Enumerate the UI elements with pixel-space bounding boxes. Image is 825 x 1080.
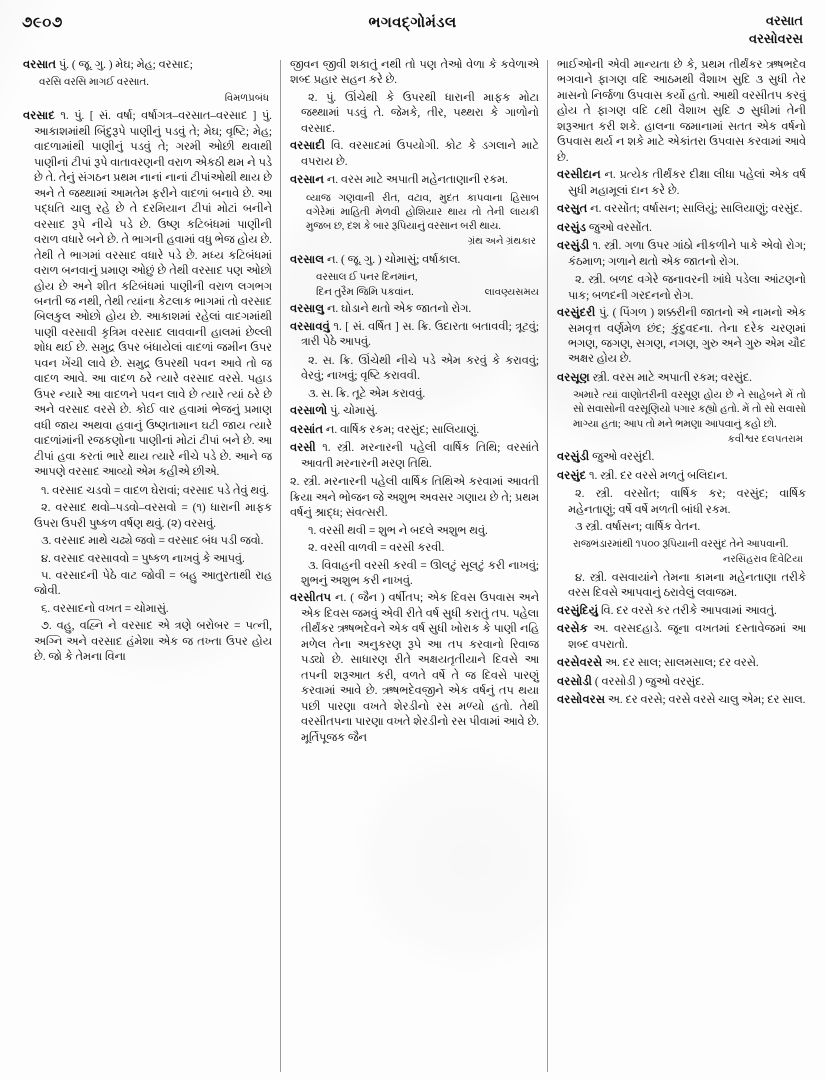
- guide-word-last: વરસોવરસ: [749, 30, 803, 46]
- definition: પું. ચોમાસું.: [327, 405, 378, 418]
- headword: વરસુત: [557, 203, 588, 216]
- entry-varsaal: [290, 253, 539, 268]
- folio-number: ૭૯૦૭: [22, 15, 63, 31]
- sense-2: ૨. પું. ઊંચેથી કે ઉપરથી ધારાની માફક મોટા જથ્થામાં પડવું તે. જેમકે, તીર, પથ્થરા કે ગાળોનો વરસાદ.: [301, 91, 539, 135]
- headword: વરસાત: [23, 59, 57, 71]
- definition: અ. વરસદહાડે. જૂના વખતમાં દસ્તાવેજમાં આ શબ્દ વપરાતો.: [568, 623, 806, 651]
- quotation-line-1: વરસાલ ઈ પનર દિનમાંન,: [316, 272, 418, 284]
- headword: વરસાદી: [290, 140, 326, 153]
- entry-varsaadi: [290, 139, 539, 170]
- headword: વરસાળો: [290, 405, 328, 418]
- definition: વિ. દર વરસે કર તરીકે આપવામાં આવતું.: [598, 604, 777, 617]
- quotation-source: કવીશ્વર દલપતરામ: [727, 433, 803, 445]
- entry-varsodi: [557, 675, 806, 690]
- quotation-source: ગ્રંથ અને ગ્રંથકાર: [467, 236, 536, 248]
- entry-varsundiyu: [557, 604, 806, 619]
- entry-varsitap: [290, 591, 539, 746]
- headword: વરસુંડી: [557, 240, 590, 253]
- entry-varsut: [557, 202, 806, 217]
- sense-7: ૭. વહુ, વહ્નિ ને વરસાદ એ ત્રણે બરોબર = પત્ની, અગ્નિ અને વરસાદ હંમેશા એક જ તખ્તા ઉપર હોય છે. જો કે તેમના વિના: [34, 620, 272, 664]
- quotation: રાજભંડારમાંથી ૧૫૦૦ રૂપિયાની વરસુંદ તેને આપવાની.: [573, 538, 789, 550]
- quotation-text: દિન તુરૈમ જિમિ પકવાંન.: [316, 287, 414, 299]
- headword: વરસીતપ: [290, 592, 332, 605]
- idiom-3: ૩. વિવાહની વરસી કરવી = ઊલટું સૂલટું કરી નાખવું; શુભનું અશુભ કરી નાખવું.: [301, 559, 539, 588]
- continued-text: ભાઈઓની એવી માન્યતા છે કે, પ્રથમ તીર્થંકર ઋષભદેવ ભગવાને ફાગણ વદિ આઠમથી વૈશાખ સુદિ ૩ સુધી તેર માસનો નિર્જળા ઉપવાસ કર્યો હતો. આથી વરસીતપ કરવું હોય તે ફાગણ વદિ ૮થી વૈશાખ સુદિ ૭ સુધીમાં તેની શરૂઆત કરી શકે. હાલના જમાનામાં સતત એક વર્ષનો ઉપવાસ થર્ય ન શકે માટે એકાંતરા ઉપવાસ કરવામાં આવે છે.: [557, 59, 806, 164]
- guide-word-first: વરસાત: [765, 13, 803, 28]
- definition: ૧. સ્ત્રી. ગળા ઉપર ગાંઠો નીકળીને પાકે એવો રોગ; કંઠમાળ; ગળાને થતો એક જાતનો રોગ.: [568, 240, 806, 268]
- entry-varsaat: [23, 58, 272, 73]
- quotation-source: લાવણ્યસમય: [484, 287, 539, 299]
- entry-varsaad: [23, 109, 272, 480]
- definition: ન. વરસોંત; વર્ષાસન; સાલિયું; સાલિયાણું; વરસુંદ.: [587, 203, 803, 216]
- quotation-source: વિમળપ્રબંધ: [224, 92, 269, 104]
- entry-varsidaan: [557, 168, 806, 199]
- entry-varsevarse: [557, 656, 806, 671]
- headword: વરસુંદરી: [557, 307, 596, 320]
- sense-3: ૩ સ્ત્રી. વર્ષાસન; વાર્ષિક વેતન.: [575, 521, 701, 534]
- sense-4: ૪. સ્ત્રી. વસવાયાંને તેમના કામના મહેનતાણા તરીકે વરસ દિવસે આપવાનું ઠરાવેલું લવાજમ.: [568, 571, 806, 600]
- headword: વરસુંડ: [557, 221, 587, 234]
- entry-varsaalo: [290, 404, 539, 419]
- definition: ન. ( જૈન ) વર્ષીતપ; એક દિવસ ઉપવાસ અને એક દિવસ જમવું એવી રીતે વર્ષ સુધી કરાતું તપ. પહેલા તીર્થંકર ઋષભદેવને એક વર્ષ સુધી ખોરાક કે પાણી નહિ મળેલ તેના અનુકરણ રૂપે આ તપ કરવાનો રિવાજ પડ્યો છે. સાધારણ રીતે અક્ષયતૃતીયાને દિવસે આ તપની શરૂઆત કરી, વળતે વર્ષે તે જ દિવસે પારણું કરવામાં આવે છે. ઋષભદેવજીને એક વર્ષનું તપ થયા પછી પારણા વખતે શેરડીનો રસ મળ્યો હતો. તેથી વરસીતપના પારણા વખતે શેરડીનો રસ પીવામાં આવે છે. મૂર્તિપૂજક જૈન: [301, 592, 539, 744]
- definition: વિ. વરસાદમાં ઉપયોગી. કોટ કે ડગલાને માટે વપરાય છે.: [301, 140, 539, 168]
- entry-varsundi-2: [557, 450, 806, 465]
- headword: વરસાન: [290, 174, 325, 187]
- quotation: વ્યાજ ગણવાની રીત, વટાવ, મુદત કાપવાના હિસાબ વગેરેમાં માહિતી મેળવી હોશિયાર થાય તો તેની લાયકી મુજબ છ, દશ કે બાર રૂપિયાનું વરસાન બરી થાય.: [306, 192, 539, 232]
- headword: વરસાલુ: [290, 302, 325, 315]
- quotation: વરસિ વરસિ માગઈ વરસાત.: [39, 77, 149, 89]
- definition: પું. ( પિંગળ ) શક્કરીની જાતનો એ નામનો એક સમવૃત્ત વર્ણમેળ છંદ; કુંદુવદના. તેના દરેક ચરણમાં ભગણ, જગણ, સગણ, નગણ, ગુરુ અને ગુરુ એમ ચૌદ અક્ષર હોય છે.: [568, 307, 806, 366]
- sense-2: ૨. સ્ત્રી. વરસોંત; વાર્ષિક કર; વરસુંદ; વાર્ષિક મહેનતાણું; વર્ષે વર્ષે મળતી બાંધી રકમ.: [568, 488, 806, 516]
- entry-varsund: [557, 221, 806, 236]
- headword: વરસાંત: [290, 423, 324, 436]
- entry-varsaant: [290, 423, 539, 438]
- quotation: અમારે ત્યાં વાણોતરીની વરસૂણ હોય છે ને સાહેબને મેં તો સો સવાસોની વરસૂણિયો પગાર કહ્યો હતો. મેં તો સો સવાસો માગ્યા હતા; આપ તો મને ભમણા આપવાનું કહો છો.: [573, 390, 806, 430]
- sense-2: ૨. વરસાદ થવો–પડવો–વરસવો = (૧) ધારાની માફક ઉપરા ઉપરી પુષ્કળ વર્ષણ થવું. (૨) વરસવું.: [34, 502, 272, 530]
- sense-2: ૨. સ્ત્રી. બળદ વગેરે જનાવરની ખાંધે પડેલા આંટણનો પાક; બળદની ગરદનનો રોગ.: [568, 274, 806, 302]
- idiom-1: ૧. વરસી થવી = શુભ ને બદલે અશુભ થવું.: [308, 524, 488, 537]
- definition: ન. ઘોડાને થતો એક જાતનો રોગ.: [324, 302, 472, 315]
- headword: વરસુંડી: [557, 451, 590, 464]
- definition: ૧. [ સં. વર્ષિત ] સ. ક્રિ. ઉદારતા બતાવવી; ત્રૂટવું; ત્રારી પેઠે આપવું.: [301, 320, 539, 349]
- entry-varsek: [557, 622, 806, 653]
- definition: જુઓ વરસુંદી.: [589, 451, 655, 464]
- headword: વરસૂણ: [557, 371, 590, 384]
- column-container: [14, 58, 815, 1074]
- sense-2: ૨. સ્ત્રી. મરનારની પહેલી વાર્ષિક તિથિએ કરવામાં આવતી ક્રિયા અને ભોજન જે અશુભ અવસર ગણાય છે તે; પ્રથમ વર્ષનું શ્રાદ્ધ; સંવત્સરી.: [290, 476, 539, 520]
- entry-varsun: [557, 371, 806, 386]
- sense-2: ૨. સ. ક્રિ. ઊંચેથી નીચે પડે એમ કરવું કે કરાવવું; વેરવું; નાખવું; વૃષ્ટિ કરાવવી.: [301, 354, 539, 383]
- definition: સ્ત્રી. વરસ માટે અપાતી રકમ; વરસુંદ.: [589, 371, 753, 384]
- entry-varsaalu: [290, 302, 539, 317]
- definition: ૧. પું. [ સં. વર્ષા; વર્ષાગત્ર–વરસાત–વરસાદ ] પું. આકાશમાંથી બિંદુરૂપે પાણીનું પડવું તે; મેઘ; વૃષ્ટિ; મેહ; વાદળામાંથી પાણીનું પડવું તે; ગરમી ઓછી થવાથી પાણીનાં ટીપાં રૂપે વાતાવરણની વરાળ એકઠી થમ ને પડે છે તે. તેનું સંગઠન પ્રથમ નાનાં નાનાં ટીપાંઓથી થાય છે અને તે જથ્થામાં આમતેમ ફરીને વાદળાં બનાવે છે. આ પદ્ધતિ ચાલુ રહે છે તે દરમિયાન ટીપાં મોટાં બનીને વરસાદ રૂપે નીચે પડે છે. ઉષ્ણ કટિબંધમાં પાણીની વરાળ વધારે બને છે. તે ભાગની હવામાં વધુ ભેજ હોય છે. તેથી તે ભાગમાં વરસાદ વધારે પડે છે. મધ્ય કટિબંધમાં વરાળ બનવાનું પ્રમાણ ઓછું છે તેથી વરસાદ પણ ઓછો હોય છે અને શીત કટિબંધમાં પાણીની વરાળ લગભગ બનતી જ નથી, તેથી ત્યાંના કેટલાક ભાગમાં તો વરસાદ બિલકુલ ઓછો હોય છે. આકાશમાં રહેલાં વાદગમાંથી પાણી વરસાવી કૃત્રિમ વરસાદ લાવવાની હાલમાં છેલ્લી શોધ થઈ છે. સમુદ્ર ઉપર બંધાયેલાં વાદળાં જમીન ઉપર પવન ખેંચી લાવે છે. સમુદ્ર ઉપરથી પવન આવે તો જ વાદળ આવે. આ વાદળ ઠરે ત્યારે વરસાદ વરસે. પહાડ ઉપર ન્યારે આ વાદળને પવન લાવે છે ત્યારે ત્યાં ઠરે છે અને વરસાદ વરસે છે. કોઈ વાર હવામાં ભેજનું પ્રમાણ વધી જાય અથવા હવાનું ઉષ્ણતામાન ઘટી જાય ત્યારે વાદળાંમાંની રજકણોના પાણીનાં મોટાં ટીપાં બને છે. આ ટીપાં હવા કરતાં ભારે થાય ત્યારે નીચે પડે છે. આને જ આપણે વરસાદ આવ્યો એમ કહીએ છીએ.: [34, 110, 272, 479]
- running-head: [0, 12, 825, 56]
- definition: ( વરસોડી ) જુઓ વરસુંદ.: [592, 675, 705, 688]
- entry-varsaavavu: [290, 320, 539, 351]
- entry-varsund-2: [557, 469, 806, 484]
- definition: પું. ( જૂ. ગુ. ) મેઘ; મેહ; વરસાદ;: [56, 59, 193, 71]
- quotation-source: નરસિંહરાવ દિવેટિયા: [723, 553, 803, 565]
- sense-3: ૩. વરસાદ માથે ચઢ્યે જવો = વરસાદ બંધ પડી જવો.: [41, 535, 264, 548]
- column-3: [548, 58, 815, 1074]
- entry-varsundi: [557, 239, 806, 270]
- definition: ન. પ્રત્યેક તીર્થંકર દીક્ષા લીધા પહેલાં એક વર્ષ સુધી મહામૂલાં દાન કરે છે.: [568, 169, 806, 197]
- sense-1: ૧. વરસાદ ચડવો = વાદળ ઘેરાવાં; વરસાદ પડે તેવું થવું.: [41, 484, 269, 497]
- headword: વરસાલ: [290, 253, 325, 266]
- definition: જુઓ વરસોંત.: [586, 221, 652, 234]
- headword: વરસાદ: [23, 110, 55, 123]
- sense-4: ૪. વરસાદ વરસાવવો = પુષ્કળ નાખવું કે આપવું.: [41, 552, 245, 565]
- column-2: [281, 58, 548, 1074]
- entry-varsovaras: [557, 693, 806, 708]
- sense-6: ૬. વરસાદનો વખત = ચોમાસું.: [41, 602, 169, 615]
- headword: વરસેવરસે: [557, 657, 603, 670]
- headword: વરસાવવું: [290, 320, 330, 333]
- definition: ન. વાર્ષિક રકમ; વરસુંદ; સાલિયાણું.: [323, 423, 480, 436]
- headword: વરસી: [290, 442, 316, 455]
- headword: વરસુંદિયું: [557, 604, 599, 617]
- definition: ન. વરસ માટે અપાતી મહેનતાણાની રકમ.: [324, 174, 508, 187]
- book-title: ભગવદ્ગોમંડલ: [368, 15, 457, 31]
- entry-varsaan: [290, 173, 539, 188]
- headword: વરસેક: [557, 623, 588, 636]
- entry-varsundari: [557, 306, 806, 368]
- guide-words: [643, 12, 803, 47]
- quotation-line-2: [290, 286, 539, 300]
- entry-varsi: [290, 441, 539, 472]
- headword: વરસીદાન: [557, 169, 601, 182]
- definition: ન. ( જૂ. ગુ. ) ચોમાસું; વર્ષાકાલ.: [324, 253, 461, 266]
- sense-5: ૫. વરસાદની પેઠે વાટ જોવી = બહુ આતુરતાથી રાહ જોવી.: [34, 569, 272, 598]
- column-1: [14, 58, 281, 1074]
- headword: વરસોવરસ: [557, 694, 606, 707]
- idiom-2: ૨. વરસી વાળવી = વરસી કરવી.: [308, 542, 445, 555]
- headword: વરસુંદ: [557, 469, 587, 482]
- headword: વરસોડી: [557, 675, 593, 688]
- definition: ૧. સ્ત્રી. મરનારની પહેલી વાર્ષિક તિથિ; વરસાંતે આવતી મરનારની મરણ તિથિ.: [301, 442, 539, 470]
- definition: અ. દર સાલ; સાલમસાલ; દર વરસે.: [602, 657, 759, 670]
- definition: ૧. સ્ત્રી. દર વરસે મળતું બલિદાન.: [586, 469, 728, 482]
- sense-3: ૩. સ. ક્રિ. તૂટે એમ કરાવવું.: [308, 387, 426, 400]
- definition: અ. દર વરસે; વરસે વરસે ચાલુ એમ; દર સાલ.: [605, 694, 806, 707]
- continued-text: જીવન જીવી શકાતું નથી તો પણ તેઓ વેળા કે કવેળાએ શબ્દ પ્રહાર સહન કરે છે.: [290, 59, 539, 87]
